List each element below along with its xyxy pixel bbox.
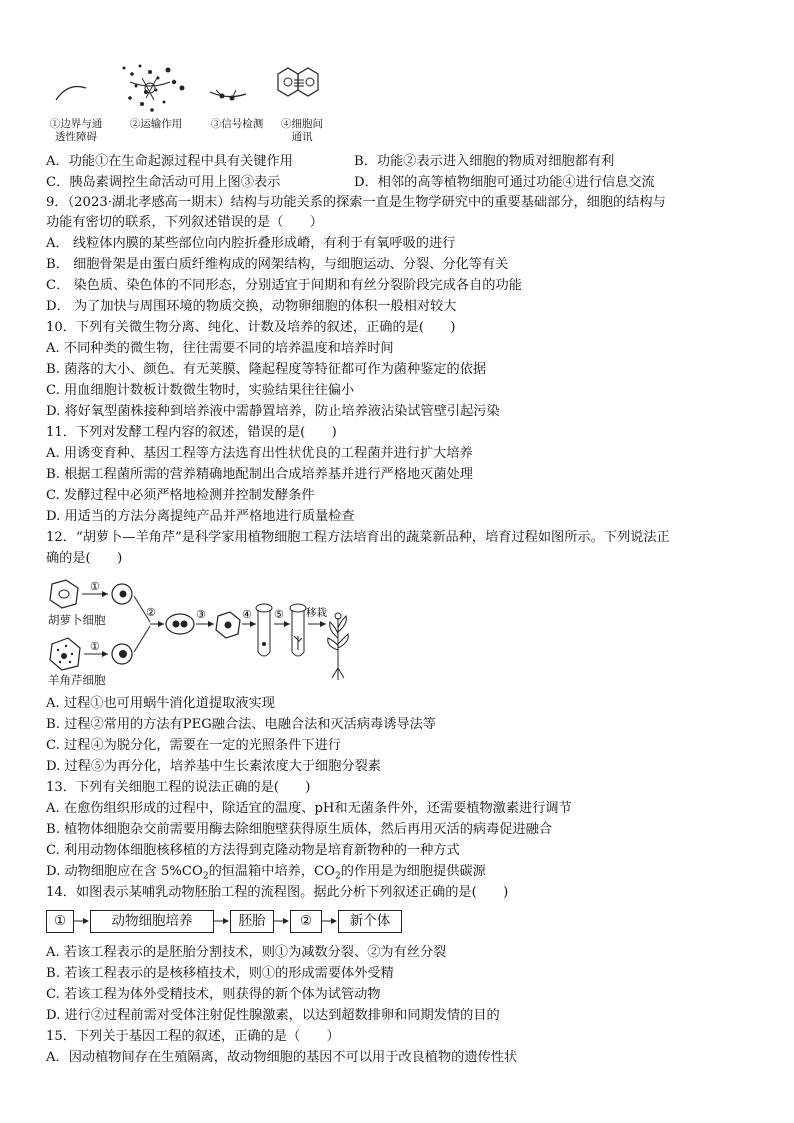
q11-stem: 11．下列对发酵工程内容的叙述，错误的是( ) — [46, 425, 337, 440]
q8-option-c: C．胰岛素调控生命活动可用上图③表示 — [46, 175, 281, 190]
q14-option-a: A. 若该工程表示的是胚胎分割技术，则①为减数分裂、②为有丝分裂 — [46, 945, 447, 960]
q12-option-a: A. 过程①也可用蜗牛消化道提取液实现 — [46, 696, 275, 711]
q14-option-d: D. 进行②过程前需对受体注射促性腺激素，以达到超数排卵和同期发情的目的 — [46, 1008, 500, 1023]
celery-cell-label: 羊角芹细胞 — [48, 673, 106, 687]
flow-step-2: ② — [290, 910, 322, 933]
step-label-4: ④ — [242, 608, 252, 621]
q12-stem-line2: 确的是( ) — [46, 551, 123, 566]
figure-caption-1: ①边界与通 透性障碍 — [49, 118, 103, 143]
q8-option-d: D．相邻的高等植物细胞可通过功能④进行信息交流 — [354, 175, 655, 190]
q13-option-c: C. 利用动物体细胞核移植的方法得到克隆动物是培育新物种的一种方式 — [46, 843, 460, 858]
q14-option-c: C. 若该工程为体外受精技术，则获得的新个体为试管动物 — [46, 987, 381, 1002]
q13-option-b: B. 植物体细胞杂交前需要用酶去除细胞壁获得原生质体，然后再用灭活的病毒促进融合 — [46, 822, 553, 837]
q9-option-b: B． 细胞骨架是由蛋白质纤维构成的网架结构，与细胞运动、分裂、分化等有关 — [46, 257, 509, 272]
q9-option-a: A． 线粒体内膜的某些部位向内腔折叠形成嵴，有利于有氧呼吸的进行 — [46, 236, 456, 251]
q9-stem-line2: 功能有密切的联系，下列叙述错误的是（ ） — [46, 215, 323, 230]
flow-step-new-individual: 新个体 — [338, 910, 402, 933]
q12-stem-line1: 12．“胡萝卜—羊角芹”是科学家用植物细胞工程方法培育出的蔬菜新品种，培育过程如图所示。下列说法正 — [46, 530, 670, 545]
step-label-3: ③ — [196, 608, 206, 621]
q8-option-a: A．功能①在生命起源过程中具有关键作用 — [46, 154, 293, 169]
carrot-cell-label: 胡萝卜细胞 — [48, 613, 106, 627]
q15-option-a: A．因动植物间存在生殖隔离，故动物细胞的基因不可以用于改良植物的遗传性状 — [46, 1050, 518, 1065]
transplant-label: 移栽 — [306, 607, 327, 619]
q8-options-ab — [46, 152, 614, 172]
q10-option-c: C. 用血细胞计数板计数微生物时，实验结果往往偏小 — [46, 383, 355, 398]
q15-stem: 15．下列关于基因工程的叙述，正确的是（ ） — [46, 1029, 340, 1044]
flow-arrow-2 — [213, 914, 229, 928]
flow-arrow-3 — [273, 914, 289, 928]
q11-option-c: C. 发酵过程中必须严格地检测并控制发酵条件 — [46, 488, 315, 503]
flow-step-cell-culture: 动物细胞培养 — [90, 910, 214, 933]
embryo-engineering-flowchart — [46, 908, 446, 934]
q11-option-a: A. 用诱变育种、基因工程等方法选育出性状优良的工程菌并进行扩大培养 — [46, 446, 473, 461]
q11-option-b: B. 根据工程菌所需的营养精确地配制出合成培养基并进行严格地灭菌处理 — [46, 467, 473, 482]
q11-option-d: D. 用适当的方法分离提纯产品并严格地进行质量检查 — [46, 509, 355, 524]
q8-option-b: B．功能②表示进入细胞的物质对细胞都有利 — [354, 154, 615, 169]
step-label-5: ⑤ — [274, 608, 284, 621]
figure-caption-3: ③信号检测 — [210, 118, 264, 130]
step-label-2: ② — [146, 606, 156, 619]
q8-options-cd — [46, 173, 655, 193]
q12-option-d: D. 过程⑤为再分化，培养基中生长素浓度大于细胞分裂素 — [46, 759, 381, 774]
q10-option-d: D. 将好氧型菌株接种到培养液中需静置培养，防止培养液沾染试管壁引起污染 — [46, 404, 500, 419]
q10-option-b: B. 菌落的大小、颜色、有无荚膜、隆起程度等特征都可作为菌种鉴定的依据 — [46, 362, 487, 377]
q9-option-c: C． 染色质、染色体的不同形态，分别适宜于间期和有丝分裂阶段完成各自的功能 — [46, 278, 522, 293]
membrane-function-figure — [46, 60, 366, 152]
figure-caption-2: ②运输作用 — [129, 118, 183, 130]
flow-step-1: ① — [46, 910, 74, 933]
q9-option-d: D． 为了加快与周围环境的物质交换，动物卵细胞的体积一般相对较大 — [46, 299, 457, 314]
q14-stem: 14．如图表示某哺乳动物胚胎工程的流程图。据此分析下列叙述正确的是( ) — [46, 885, 509, 900]
q10-option-a: A. 不同种类的微生物，往往需要不同的培养温度和培养时间 — [46, 341, 394, 356]
figure-caption-4: ④细胞间 通讯 — [281, 118, 323, 143]
q13-option-a: A. 在愈伤组织形成的过程中，除适宜的温度、pH和无菌条件外，还需要植物激素进行调节 — [46, 801, 572, 816]
flow-arrow-1 — [73, 914, 89, 928]
q13-option-d: D. 动物细胞应在含 $5\%CO_2$的恒温箱中培养，$CO_2$的作用是为细胞提供碳源 — [46, 864, 486, 882]
flow-step-embryo: 胚胎 — [230, 910, 274, 933]
q12-option-c: C. 过程④为脱分化，需要在一定的光照条件下进行 — [46, 738, 341, 753]
q9-stem-line1: 9．（2023·湖北孝感高一期末）结构与功能关系的探索一直是生物学研究中的重要基础部分，细胞的结构与 — [46, 195, 666, 210]
flow-arrow-4 — [321, 914, 337, 928]
q12-option-b: B. 过程②常用的方法有PEG融合法、电融合法和灭活病毒诱导法等 — [46, 717, 436, 732]
q13-stem: 13．下列有关细胞工程的说法正确的是( ) — [46, 780, 311, 795]
membrane-function-illustration — [46, 60, 366, 120]
step-label-1a: ① — [90, 580, 100, 593]
protoplast-fusion-figure — [46, 578, 366, 688]
q10-stem: 10．下列有关微生物分离、纯化、计数及培养的叙述，正确的是( ) — [46, 320, 456, 335]
step-label-1b: ① — [90, 640, 100, 653]
q14-option-b: B. 若该工程表示的是核移植技术，则①的形成需要体外受精 — [46, 966, 394, 981]
